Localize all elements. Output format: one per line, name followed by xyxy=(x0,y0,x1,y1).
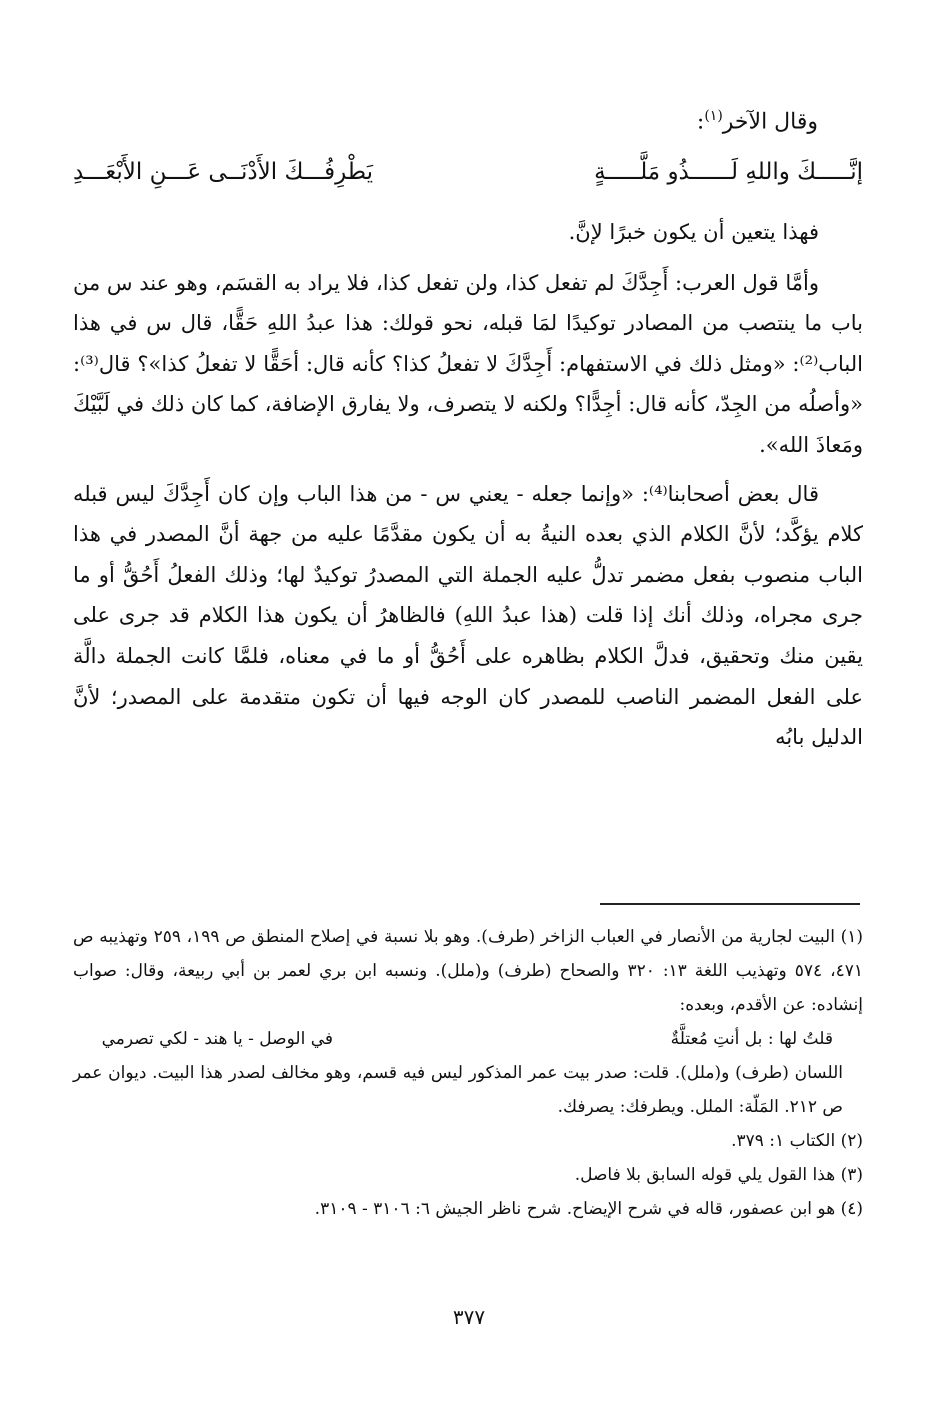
footnotes xyxy=(73,920,863,1226)
verse-first-hemistich: إنَّـــــكَ واللهِ لَــــــذُو مَلَّـــــةٍ xyxy=(594,159,863,185)
footnote-3: (٣) هذا القول يلي قوله السابق بلا فاصل. xyxy=(574,1165,863,1185)
footnote-1-continued: اللسان (طرف) و(ملل). قلت: صدر بيت عمر المذكور ليس فيه قسم، وهو مخالف لصدر هذا البيت. ديوان عمر ص ٢١٢. المَلّة: الملل. ويطرفك: يصرفك. xyxy=(73,1063,843,1117)
paragraph: قال بعض أصحابنا⁽⁴⁾: «وإنما جعله - يعني س - من هذا الباب وإن كان أَجِدَّكَ ليس قبله كلام يؤكَّد؛ لأنَّ الكلام الذي بعده النيةُ به أن يكون مقدَّمًا عليه من جهة أنَّ المصدر في هذا الباب منصوب بفعل مضمر تدلُّ عليه الجملة التي المصدرُ توكيدٌ لها؛ وذلك الفعلُ أَحُقُّ أو ما جرى مجراه، وذلك أنك إذا قلت (هذا عبدُ اللهِ) فالظاهرُ أن يكون هذا الكلام قد جرى على يقين منك وتحقيق، فدلَّ الكلام بظاهره على أَحُقُّ أو ما في معناه، فلمَّا كانت الجملة دالَّة على الفعل المضمر الناصب للمصدر كان الوجه فيها أن تكون متقدمة على المصدر؛ لأنَّ الدليل بابُه xyxy=(73,481,863,750)
paragraph: وأمَّا قول العرب: أَجِدَّكَ لم تفعل كذا، ولن تفعل كذا، فلا يراد به القسَم، وهو عند س من باب ما ينتصب من المصادر توكيدًا لمَا قبله، نحو قولك: هذا عبدُ اللهِ حَقًّا، قال س في هذا الباب⁽²⁾: «ومثل ذلك في الاستفهام: أَجِدَّكَ لا تفعلُ كذا؟ كأنه قال: أحَقًّا لا تفعلُ كذا»؟ قال⁽³⁾: «وأصلُه من الجِدّ، كأنه قال: أجِدًّا؟ ولكنه لا يتصرف، ولا يفارق الإضافة، كما كان ذلك في لَبَّيْكَ ومَعاذَ الله». xyxy=(73,270,863,457)
verse-intro-text: وقال الآخر xyxy=(722,109,818,135)
footnote-2: (٢) الكتاب ١: ٣٧٩. xyxy=(731,1131,863,1151)
verse-intro-colon: : xyxy=(696,109,705,135)
footnote-ref-1: (١) xyxy=(704,108,723,124)
poetry-verse xyxy=(73,150,863,194)
footnote-1-verse-first: قلتُ لها : بل أنتِ مُعتلَّةٌ xyxy=(670,1029,833,1049)
footnote-1-verse-second: في الوصل - يا هند - لكي تصرمي xyxy=(101,1029,333,1049)
footnote-1-verse xyxy=(73,1022,833,1056)
verse-second-hemistich: يَطْرِفُـــكَ الأَدْنَــى عَـــنِ الأَبْعَـــدِ xyxy=(73,159,374,185)
paragraph: فهذا يتعين أن يكون خبرًا لإنَّ. xyxy=(568,220,819,244)
footnote-separator xyxy=(600,903,860,905)
main-text xyxy=(73,212,863,766)
footnote-1: (١) البيت لجارية من الأنصار في العباب الزاخر (طرف). وهو بلا نسبة في إصلاح المنطق ص ١٩٩، ٢٥٩ وتهذيبه ص ٤٧١، ٥٧٤ وتهذيب اللغة ١٣: ٣٢٠ والصحاح (طرف) و(ملل). ونسبه ابن بري لعمر بن أبي ربيعة، وقال: صواب إنشاده: عن الأقدم، وبعده: xyxy=(73,927,863,1015)
footnote-4: (٤) هو ابن عصفور، قاله في شرح الإيضاح. شرح ناظر الجيش ٦: ٣١٠٦ - ٣١٠٩. xyxy=(314,1199,863,1219)
page-number: ٣٧٧ xyxy=(452,1305,486,1329)
verse-intro xyxy=(697,96,818,142)
